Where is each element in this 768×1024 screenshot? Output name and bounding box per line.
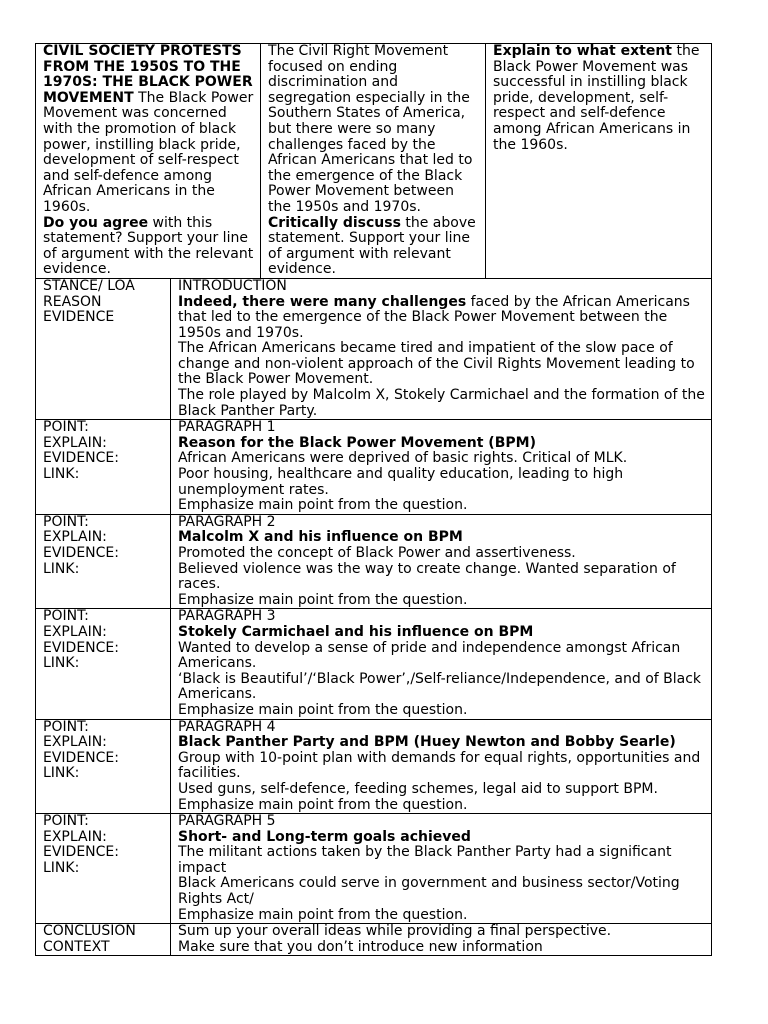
question-2-prompt-text: the above statement. Support your line of argument with relevant evidence.: [268, 214, 476, 278]
question-3-prompt-text: the Black Power Movement was successful in instilling black pride, development, self-respect and self-defence among African Americans in the 1960s.: [493, 43, 700, 153]
paragraph-heading: PARAGRAPH 1: [178, 419, 276, 436]
question-1-heading: CIVIL SOCIETY PROTESTS FROM THE 1950S TO THE 1970S: THE BLACK POWER MOVEMENT: [43, 43, 253, 106]
label-stance: STANCE/ LOA: [43, 277, 135, 294]
conclusion-content: [171, 924, 712, 956]
paragraph-heading: PARAGRAPH 4: [178, 718, 276, 735]
label-link: LINK:: [43, 655, 80, 672]
label-link: LINK:: [43, 765, 80, 782]
paragraph-title: Short- and Long-term goals achieved: [178, 828, 471, 845]
label-link: LINK:: [43, 859, 80, 876]
label-point: POINT:: [43, 813, 89, 830]
paragraph-heading: PARAGRAPH 3: [178, 608, 276, 625]
label-context: CONTEXT: [43, 938, 110, 955]
question-cell-3: [486, 44, 712, 279]
label-link: LINK:: [43, 466, 80, 483]
paragraph-line: Emphasize main point from the question.: [178, 701, 468, 718]
paragraph-line: Group with 10-point plan with demands for equal rights, opportunities and facilities.: [178, 749, 701, 782]
label-point: POINT:: [43, 718, 89, 735]
label-conclusion: CONCLUSION: [43, 923, 136, 940]
pel-labels-5: [36, 814, 171, 924]
label-point: POINT:: [43, 419, 89, 436]
introduction-line-2: The African Americans became tired and impatient of the slow pace of change and non-violent approach of the Civil Rights Movement leading to the Black Power Movement.: [178, 340, 695, 388]
conclusion-line-1: Sum up your overall ideas while providing a final perspective.: [178, 923, 612, 940]
label-evidence: EVIDENCE:: [43, 639, 119, 656]
paragraph-line: Used guns, self-defence, feeding schemes, legal aid to support BPM.: [178, 780, 658, 797]
label-explain: EXPLAIN:: [43, 434, 107, 451]
conclusion-row: [36, 924, 712, 956]
question-2-text: The Civil Right Movement focused on ending discrimination and segregation especially in the Southern States of America, but there were so many challenges faced by the African Americans that led to the emergence of the Black Power Movement between the 1950s and 1970s.: [268, 43, 473, 215]
paragraph-line: Believed violence was the way to create change. Wanted separation of races.: [178, 560, 676, 593]
introduction-labels: [36, 278, 171, 419]
label-explain: EXPLAIN:: [43, 828, 107, 845]
paragraph-line: ‘Black is Beautiful’/‘Black Power’,/Self-reliance/Independence, and of Black Americans.: [178, 670, 702, 703]
label-point: POINT:: [43, 608, 89, 625]
introduction-lead-rest: faced by the African Americans that led to the emergence of the Black Power Movement between the 1950s and 1970s.: [178, 293, 690, 341]
label-evidence: EVIDENCE:: [43, 545, 119, 561]
pel-labels-2: [36, 514, 171, 609]
pel-labels-1: [36, 420, 171, 515]
introduction-row: [36, 278, 712, 419]
essay-planner-page: [35, 43, 711, 956]
paragraph-line: African Americans were deprived of basic rights. Critical of MLK.: [178, 450, 628, 467]
paragraph-row-4: [36, 719, 712, 814]
question-3-prompt-bold: Explain to what extent: [493, 43, 672, 59]
paragraph-line: Promoted the concept of Black Power and assertiveness.: [178, 545, 576, 561]
paragraph-content-5: [171, 814, 712, 924]
paragraph-title: Stokely Carmichael and his influence on BPM: [178, 623, 534, 640]
paragraph-heading: PARAGRAPH 2: [178, 513, 276, 530]
introduction-line-3: The role played by Malcolm X, Stokely Carmichael and the formation of the Black Panther Party.: [178, 387, 705, 419]
label-point: POINT:: [43, 513, 89, 530]
paragraph-content-4: [171, 719, 712, 814]
conclusion-labels: [36, 924, 171, 956]
paragraph-row-2: [36, 514, 712, 609]
paragraph-line: The militant actions taken by the Black Panther Party had a significant impact: [178, 844, 672, 876]
essay-planner-table: [35, 43, 712, 956]
introduction-bold-lead: Indeed, there were many challenges: [178, 293, 467, 310]
paragraph-content-1: [171, 420, 712, 515]
paragraph-content-2: [171, 514, 712, 609]
paragraph-row-3: [36, 609, 712, 719]
question-cell-1: [36, 44, 261, 279]
question-1-prompt-text: with this statement? Support your line of argument with the relevant evidence.: [43, 214, 254, 278]
paragraph-title: Malcolm X and his influence on BPM: [178, 529, 463, 546]
paragraph-row-5: [36, 814, 712, 924]
introduction-heading: INTRODUCTION: [178, 277, 287, 294]
paragraph-title: Black Panther Party and BPM (Huey Newton and Bobby Searle): [178, 734, 676, 751]
paragraph-row-1: [36, 420, 712, 515]
question-2-prompt-bold: Critically discuss: [268, 214, 401, 231]
question-1-prompt-bold: Do you agree: [43, 214, 149, 231]
paragraph-line: Wanted to develop a sense of pride and independence amongst African Americans.: [178, 639, 681, 672]
pel-labels-3: [36, 609, 171, 719]
label-explain: EXPLAIN:: [43, 529, 107, 546]
paragraph-line: Emphasize main point from the question.: [178, 906, 468, 923]
paragraph-heading: PARAGRAPH 5: [178, 813, 276, 830]
label-evidence: EVIDENCE:: [43, 450, 119, 467]
question-1-text: The Black Power Movement was concerned with the promotion of black power, instilling black pride, development of self-respect and self-defence among African Americans in the 1960s.: [43, 89, 254, 215]
paragraph-line: Emphasize main point from the question.: [178, 796, 468, 813]
pel-labels-4: [36, 719, 171, 814]
paragraph-title: Reason for the Black Power Movement (BPM): [178, 434, 536, 451]
label-explain: EXPLAIN:: [43, 623, 107, 640]
introduction-content: [171, 278, 712, 419]
paragraph-line: Emphasize main point from the question.: [178, 497, 468, 514]
paragraph-content-3: [171, 609, 712, 719]
label-explain: EXPLAIN:: [43, 734, 107, 751]
questions-row: [36, 44, 712, 279]
paragraph-line: Emphasize main point from the question.: [178, 591, 468, 608]
paragraph-line: Black Americans could serve in government and business sector/Voting Rights Act/: [178, 875, 680, 908]
label-evidence: EVIDENCE: [43, 309, 115, 326]
label-reason: REASON: [43, 293, 102, 310]
conclusion-line-2: Make sure that you don’t introduce new information: [178, 938, 543, 955]
paragraph-line: Poor housing, healthcare and quality education, leading to high unemployment rates.: [178, 466, 624, 498]
label-evidence: EVIDENCE:: [43, 749, 119, 766]
question-cell-2: [261, 44, 486, 279]
label-link: LINK:: [43, 560, 80, 577]
label-evidence: EVIDENCE:: [43, 844, 119, 861]
